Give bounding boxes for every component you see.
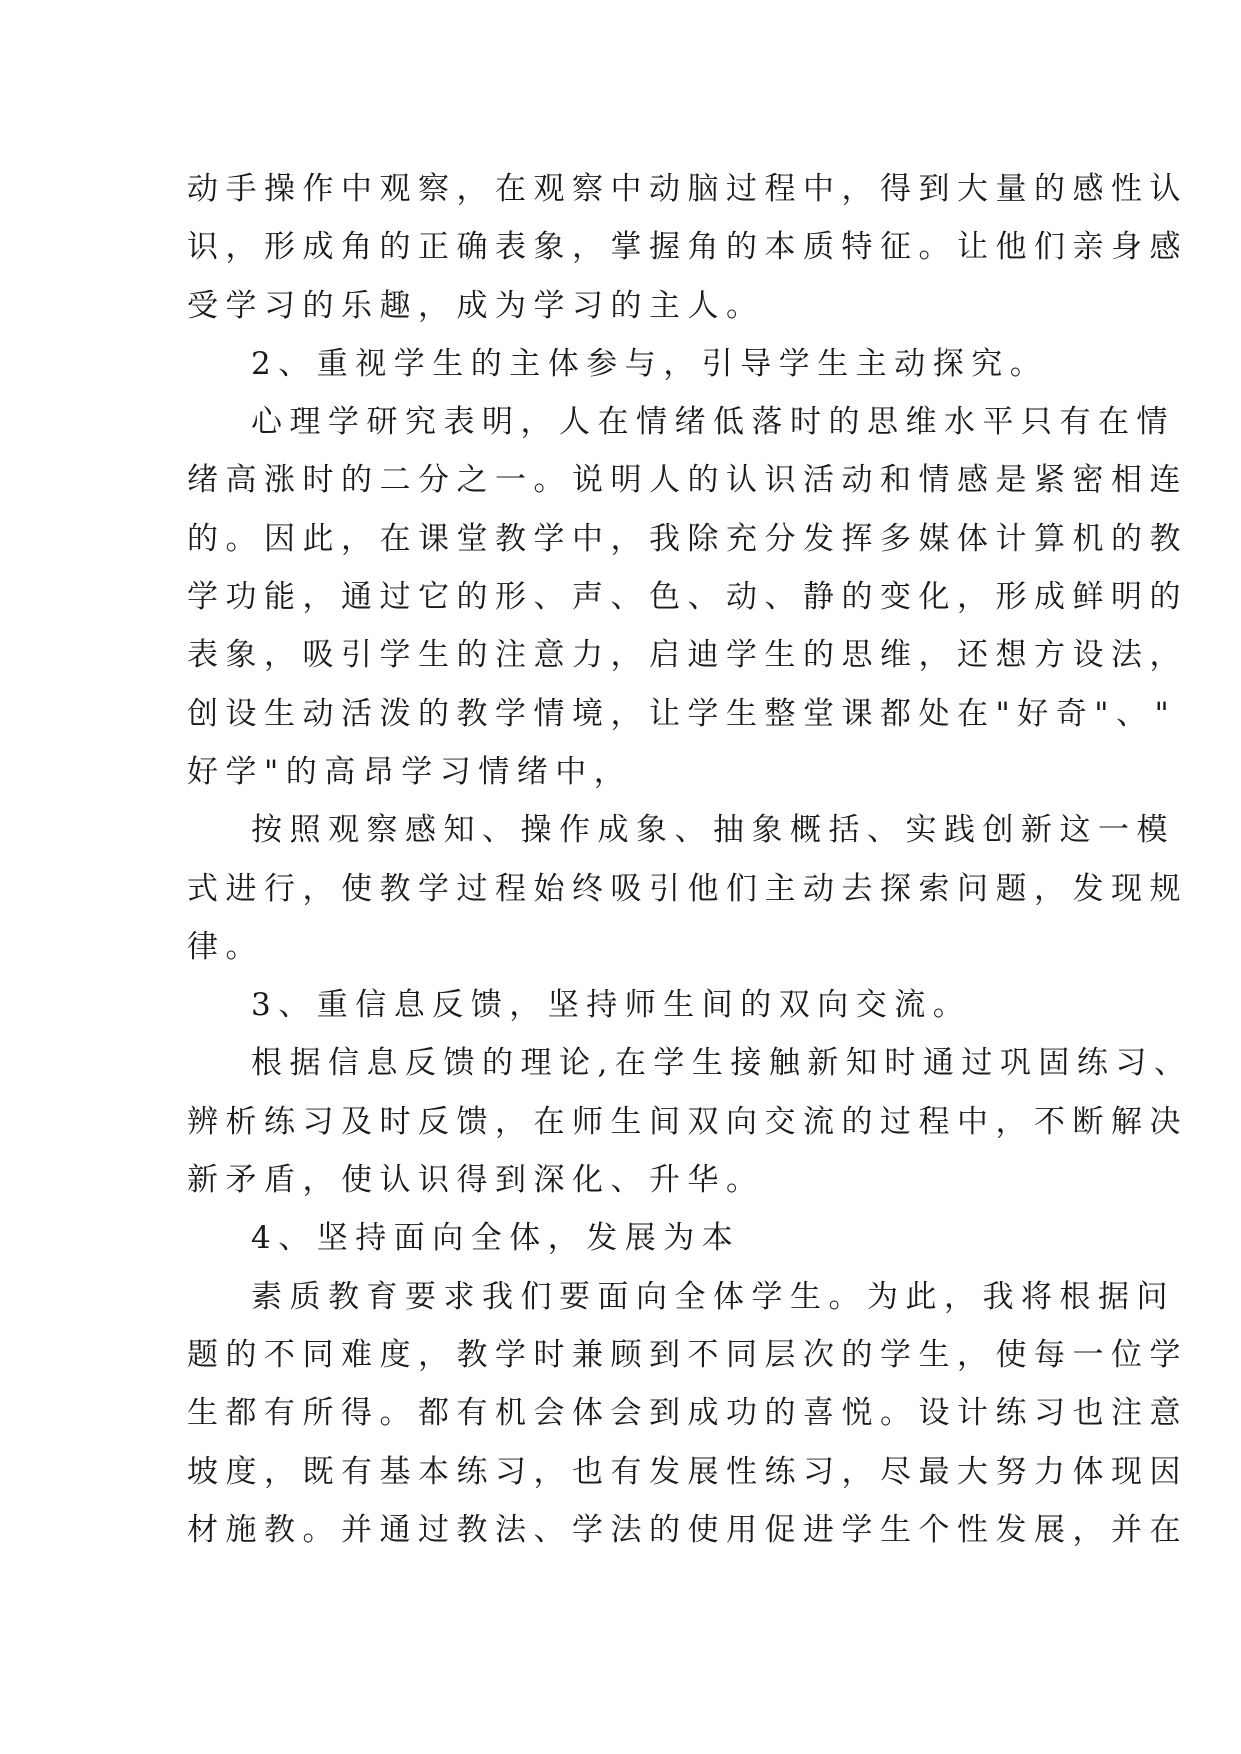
text-line: 式进行，使教学过程始终吸引他们主动去探索问题，发现规	[187, 870, 1188, 907]
text-line: 素质教育要求我们要面向全体学生。为此，我将根据问	[251, 1278, 1175, 1315]
text-line: 材施教。并通过教法、学法的使用促进学生个性发展，并在	[187, 1511, 1188, 1548]
text-line: 学功能，通过它的形、声、色、动、静的变化，形成鲜明的	[187, 579, 1188, 616]
text-line: 4、坚持面向全体，发展为本	[251, 1220, 741, 1257]
text-line: 根据信息反馈的理论,在学生接触新知时通过巩固练习、	[251, 1045, 1193, 1082]
text-line: 3、重信息反馈，坚持师生间的双向交流。	[251, 987, 972, 1024]
text-line: 心理学研究表明，人在情绪低落时的思维水平只有在情	[251, 404, 1175, 441]
text-line: 题的不同难度，教学时兼顾到不同层次的学生，使每一位学	[187, 1336, 1188, 1373]
text-line: 的。因此，在课堂教学中，我除充分发挥多媒体计算机的教	[187, 520, 1188, 557]
text-line: 按照观察感知、操作成象、抽象概括、实践创新这一模	[251, 812, 1175, 849]
text-line: 辨析练习及时反馈，在师生间双向交流的过程中，不断解决	[187, 1103, 1188, 1140]
text-line: 律。	[187, 928, 264, 965]
text-line: 好学"的高昂学习情绪中，	[187, 753, 633, 790]
text-line: 受学习的乐趣，成为学习的主人。	[187, 287, 765, 324]
text-line: 识，形成角的正确表象，掌握角的本质特征。让他们亲身感	[187, 229, 1188, 266]
text-line: 新矛盾，使认识得到深化、升华。	[187, 1162, 765, 1199]
text-line: 绪高涨时的二分之一。说明人的认识活动和情感是紧密相连	[187, 462, 1188, 499]
document-body	[187, 160, 1193, 1559]
text-line: 坡度，既有基本练习，也有发展性练习，尽最大努力体现因	[187, 1453, 1188, 1490]
text-line: 生都有所得。都有机会体会到成功的喜悦。设计练习也注意	[187, 1395, 1188, 1432]
text-line: 表象，吸引学生的注意力，启迪学生的思维，还想方设法，	[187, 637, 1188, 674]
text-line: 创设生动活泼的教学情境，让学生整堂课都处在"好奇"、"	[187, 695, 1177, 732]
text-line: 动手操作中观察，在观察中动脑过程中，得到大量的感性认	[187, 171, 1188, 207]
text-line: 2、重视学生的主体参与，引导学生主动探究。	[251, 345, 1049, 382]
